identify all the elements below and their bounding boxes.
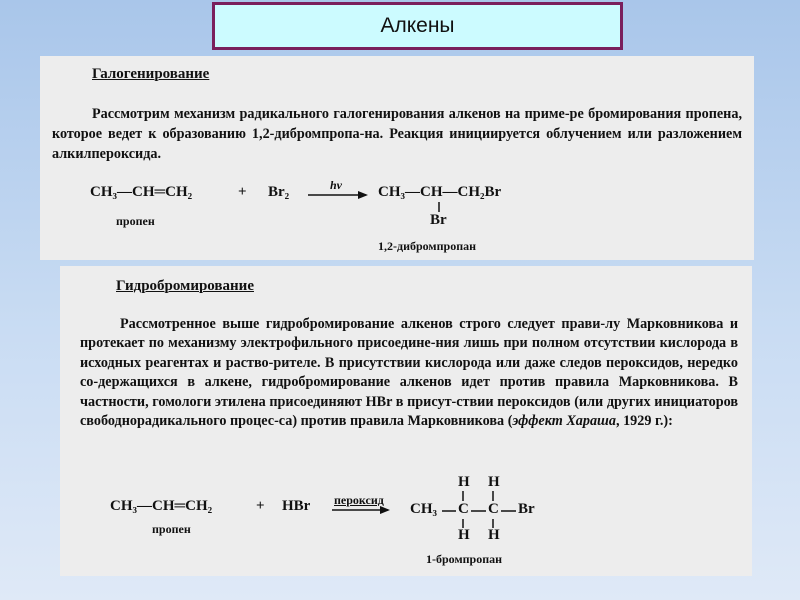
reaction1-product-label: 1,2-дибромпропан xyxy=(378,239,477,253)
hydrobromination-panel xyxy=(60,266,752,576)
reaction1-product-bond xyxy=(40,56,41,57)
slide-title: Алкены xyxy=(380,14,455,37)
reaction1-product-br: Br xyxy=(430,212,447,228)
reaction2-h-bot2: H xyxy=(488,527,500,543)
kharasch-effect-term: эффект Хараша xyxy=(512,413,616,430)
reaction1-reactant-label: пропен xyxy=(116,214,155,228)
reaction2-reactant-label: пропен xyxy=(152,522,191,536)
hydrobromination-paragraph-start: Рассмотренное выше гидробромирование алкенов строго следует прави-лу Марковникова и протекает по механизму электрофильного присоедине-ния лишь при полном отсутствии кислорода в исходных реагентах и раство-рителе. В присутствии кислорода или даже следов пероксидов, нередко со-держащихся в алкене, гидробромирование алкенов идет против правила Марковникова. В частности, гомологи этилена присоединяют HBr в присут-ствии пероксидов (или других инициаторов свободнорадикального процес-са) против правила Марковникова ( xyxy=(80,316,738,430)
reaction2-plus: + xyxy=(256,498,265,514)
reaction1-plus: + xyxy=(238,184,247,200)
reaction1-condition: hv xyxy=(330,178,342,192)
reaction2-product-c2: C xyxy=(488,501,499,517)
halogenation-paragraph: Рассмотрим механизм радикального галогенирования алкенов на приме-ре бромирования пропена, которое ведет к образованию 1,2-дибромпропа-на. Реакция инициируется облучением или разложением алкилпероксида. xyxy=(52,106,742,162)
hydrobromination-paragraph xyxy=(80,315,738,431)
reaction2-product-c1: C xyxy=(458,501,469,517)
reaction2-product-br: Br xyxy=(518,501,535,517)
hydrobromination-paragraph-end: , 1929 г.): xyxy=(615,413,673,430)
reaction2-product-bonds xyxy=(60,266,61,267)
reaction2-condition: пероксид xyxy=(334,493,384,507)
reaction1-reactant2: Br₂ xyxy=(268,184,290,200)
halogenation-panel xyxy=(40,56,754,260)
reaction2-product-ch3: CH₃ xyxy=(410,501,437,517)
reaction2-reactant2: HBr xyxy=(282,498,311,514)
halogenation-heading: Галогенирование xyxy=(92,66,210,82)
reaction2-h-top1: H xyxy=(458,474,470,490)
reaction2-reactant1: CH₃—CH═CH₂ xyxy=(110,498,213,514)
reaction2-product-label: 1-бромпропан xyxy=(426,552,503,566)
reaction2-h-bot1: H xyxy=(458,527,470,543)
hydrobromination-heading: Гидробромирование xyxy=(116,278,254,294)
reaction2-h-top2: H xyxy=(488,474,500,490)
reaction1-product: CH₃—CH—CH₂Br xyxy=(378,184,502,200)
reaction1-reactant1: CH₃—CH═CH₂ xyxy=(90,184,193,200)
slide-title-box xyxy=(212,2,623,50)
